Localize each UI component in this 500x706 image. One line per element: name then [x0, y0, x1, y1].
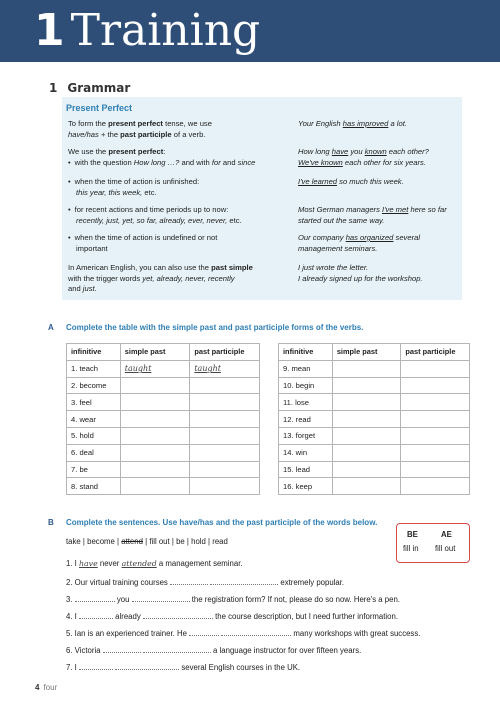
be-value: fill in	[403, 544, 419, 553]
past-participle-cell[interactable]	[401, 427, 470, 444]
text: 4. I	[66, 612, 80, 621]
past-participle-cell[interactable]	[190, 427, 260, 444]
past-participle-cell[interactable]	[190, 478, 260, 495]
text: the registration form? If not, please do so now. Here's a pen.	[189, 595, 400, 604]
text: etc.	[227, 215, 242, 225]
sentence-3	[66, 594, 400, 604]
text: when the time of action is unfinished:	[74, 177, 200, 186]
simple-past-cell[interactable]	[120, 461, 190, 478]
page-word: four	[43, 683, 58, 692]
infinitive-cell: 13. forget	[279, 427, 333, 444]
example-2	[298, 147, 468, 168]
past-participle-cell[interactable]	[190, 411, 260, 428]
infinitive-cell: 4. wear	[67, 411, 121, 428]
past-participle-cell[interactable]	[190, 461, 260, 478]
be-ae-note	[396, 523, 470, 563]
text: management seminars.	[298, 243, 378, 253]
bullet-item	[68, 205, 228, 214]
word-box	[66, 537, 228, 546]
text: and with	[179, 157, 212, 167]
text: Our company	[298, 233, 346, 242]
sentence-7	[66, 662, 300, 672]
text: several	[393, 233, 421, 242]
handwritten-answer: have	[79, 559, 98, 568]
chapter-name: Training	[70, 5, 261, 56]
column-header: simple past	[332, 344, 401, 361]
text-italic: for	[211, 157, 221, 167]
table-row	[279, 461, 470, 478]
word: read	[212, 537, 228, 546]
text: 6. Victoria	[66, 646, 103, 655]
infinitive-cell: 11. lose	[279, 394, 333, 411]
text: each other for six years.	[342, 157, 426, 167]
task-letter: A	[48, 323, 54, 332]
table-row	[67, 411, 260, 428]
text-italic: yet, already, never, recently	[142, 273, 235, 283]
text: etc.	[142, 187, 157, 197]
text-bold: past simple	[211, 263, 253, 272]
verb-table-right	[278, 343, 470, 495]
text: To form the	[68, 119, 109, 128]
ae-value: fill out	[435, 544, 456, 553]
simple-past-cell[interactable]	[332, 394, 401, 411]
answer-blank[interactable]	[170, 577, 208, 585]
section-number: 1	[49, 81, 58, 95]
infinitive-cell: 3. feel	[67, 394, 121, 411]
text-italic: just	[82, 284, 95, 293]
handwritten-answer: taught	[124, 364, 152, 374]
column-header: infinitive	[279, 344, 333, 361]
verb-table-left	[66, 343, 260, 495]
answer-blank[interactable]	[79, 662, 113, 670]
simple-past-cell[interactable]	[332, 360, 401, 377]
answer-blank[interactable]	[210, 577, 278, 585]
handwritten-answer: attended	[121, 559, 157, 568]
word: be	[176, 537, 185, 546]
word: take	[66, 537, 81, 546]
separator: |	[186, 537, 189, 546]
infinitive-cell: 8. stand	[67, 478, 121, 495]
text: already	[113, 612, 143, 621]
simple-past-cell[interactable]	[120, 377, 190, 394]
text-italic: How long …?	[133, 157, 180, 167]
table-row	[67, 394, 260, 411]
word-used: attend	[121, 537, 143, 546]
example-1	[298, 119, 468, 130]
text: with the question	[74, 157, 134, 167]
simple-past-cell[interactable]	[120, 478, 190, 495]
past-participle-cell[interactable]	[401, 377, 470, 394]
text: the course description, but I need further information.	[212, 612, 398, 621]
column-header: simple past	[120, 344, 190, 361]
separator: |	[117, 537, 120, 546]
answer-blank[interactable]	[75, 594, 115, 602]
simple-past-cell[interactable]	[332, 411, 401, 428]
sentence-2	[66, 577, 344, 587]
text: for recent actions and time periods up to now:	[74, 205, 229, 214]
table-row	[67, 478, 260, 495]
text: important	[76, 243, 108, 253]
table-row	[67, 444, 260, 461]
answer-blank[interactable]	[79, 611, 113, 619]
infinitive-cell: 7. be	[67, 461, 121, 478]
past-participle-cell[interactable]	[190, 360, 260, 377]
text: several English courses in the UK.	[179, 663, 301, 672]
grammar-box	[62, 97, 462, 300]
text: How long	[298, 147, 332, 156]
section-heading	[49, 81, 130, 95]
text: + the	[98, 129, 121, 139]
past-participle-cell[interactable]	[190, 394, 260, 411]
text-underlined: have	[331, 147, 349, 156]
simple-past-cell[interactable]	[332, 444, 401, 461]
text: tense, we use	[162, 119, 212, 128]
answer-blank[interactable]	[132, 594, 190, 602]
text-underlined: has improved	[342, 119, 389, 128]
infinitive-cell: 14. win	[279, 444, 333, 461]
infinitive-cell: 12. read	[279, 411, 333, 428]
answer-blank[interactable]	[103, 645, 141, 653]
text-italic: recently, just, yet, so far, already, ever, never,	[76, 215, 228, 225]
table-header-row	[67, 344, 260, 361]
simple-past-cell[interactable]	[332, 377, 401, 394]
column-header: past participle	[190, 344, 260, 361]
answer-blank[interactable]	[143, 611, 213, 619]
text: started out the same way.	[298, 215, 385, 225]
text: a language instructor for over fifteen years.	[210, 646, 362, 655]
simple-past-cell[interactable]	[120, 444, 190, 461]
ae-label: AE	[441, 530, 452, 539]
table-header-row	[279, 344, 470, 361]
past-participle-cell[interactable]	[401, 411, 470, 428]
separator: |	[82, 537, 85, 546]
chapter-number: 1	[34, 5, 65, 56]
text: 7. I	[66, 663, 80, 672]
text-italic: this year, this week,	[76, 187, 143, 197]
task-text: Complete the sentences. Use have/has and the past participle of the words below.	[66, 518, 378, 527]
sentence-1	[66, 559, 243, 568]
text: a lot.	[388, 119, 407, 128]
text: :	[163, 147, 166, 156]
sentence-6	[66, 645, 361, 655]
text: In American English, you can also use the	[68, 263, 212, 272]
answer-blank[interactable]	[143, 645, 211, 653]
text: with the trigger words	[68, 273, 143, 283]
text: so much this week.	[337, 177, 404, 186]
column-header: infinitive	[67, 344, 121, 361]
past-participle-cell[interactable]	[401, 394, 470, 411]
text: never	[97, 559, 122, 568]
past-participle-cell[interactable]	[401, 461, 470, 478]
word: fill out	[149, 537, 170, 546]
example-4	[298, 205, 468, 226]
text: I already signed up for the workshop.	[298, 273, 423, 283]
table-row	[67, 427, 260, 444]
table-row	[279, 444, 470, 461]
answer-blank[interactable]	[115, 662, 179, 670]
bullet-item	[68, 177, 199, 186]
sentence-5	[66, 628, 420, 638]
text: .	[94, 284, 97, 293]
bullet-item	[68, 233, 217, 242]
text: when the time of action is undefined or not	[74, 233, 218, 242]
infinitive-cell: 2. become	[67, 377, 121, 394]
task-b-instruction	[48, 518, 377, 527]
word: become	[87, 537, 115, 546]
text: a management seminar.	[156, 559, 243, 568]
be-label: BE	[407, 530, 418, 539]
text: you	[348, 147, 365, 156]
separator: |	[171, 537, 174, 546]
simple-past-cell[interactable]	[120, 411, 190, 428]
simple-past-cell[interactable]	[332, 461, 401, 478]
bullet-unfinished	[68, 177, 296, 198]
text: I just wrote the letter.	[298, 263, 369, 272]
text-underlined: I've met	[381, 205, 409, 214]
bullet-item	[68, 158, 255, 167]
text: each other?	[386, 147, 429, 156]
table-row	[67, 461, 260, 478]
infinitive-cell: 9. mean	[279, 360, 333, 377]
sentence-4	[66, 611, 398, 621]
past-participle-cell[interactable]	[401, 360, 470, 377]
text-underlined: We've known	[298, 157, 343, 167]
bullet-undefined	[68, 233, 296, 254]
text: We use the	[68, 147, 109, 156]
grammar-rule-usage	[68, 147, 296, 168]
separator: |	[208, 537, 211, 546]
text: extremely popular.	[278, 578, 345, 587]
answer-blank[interactable]	[189, 628, 219, 636]
text: Most German managers	[298, 205, 382, 214]
word: hold	[191, 537, 206, 546]
simple-past-cell[interactable]	[332, 427, 401, 444]
table-row	[279, 377, 470, 394]
table-row	[67, 360, 260, 377]
past-participle-cell[interactable]	[401, 478, 470, 495]
text-underlined: has organized	[345, 233, 394, 242]
grammar-rule-form	[68, 119, 296, 140]
text-underlined: I've learned	[298, 177, 338, 186]
text-bold: present perfect	[108, 119, 163, 128]
table-row	[279, 394, 470, 411]
simple-past-cell[interactable]	[120, 427, 190, 444]
table-row	[67, 377, 260, 394]
text: 1. I	[66, 559, 80, 568]
infinitive-cell: 6. deal	[67, 444, 121, 461]
answer-blank[interactable]	[221, 628, 291, 636]
page-number: 4	[35, 683, 40, 692]
past-participle-cell[interactable]	[190, 377, 260, 394]
past-participle-cell[interactable]	[401, 444, 470, 461]
text: and	[68, 284, 83, 293]
text: here so far	[408, 205, 447, 214]
text-underlined: known	[364, 147, 387, 156]
text: of a verb.	[171, 129, 206, 139]
chapter-title	[34, 4, 260, 58]
chapter-header	[0, 0, 500, 62]
text-bold: present perfect	[108, 147, 164, 156]
separator: |	[145, 537, 148, 546]
past-participle-cell[interactable]	[190, 444, 260, 461]
example-6	[298, 263, 468, 284]
text: 3.	[66, 595, 75, 604]
text-bold: past participle	[120, 129, 172, 139]
infinitive-cell: 1. teach	[67, 360, 121, 377]
table-row	[279, 411, 470, 428]
table-row	[279, 478, 470, 495]
infinitive-cell: 16. keep	[279, 478, 333, 495]
table-row	[279, 427, 470, 444]
task-letter: B	[48, 518, 54, 527]
text: many workshops with great success.	[291, 629, 421, 638]
simple-past-cell[interactable]	[120, 360, 190, 377]
task-text: Complete the table with the simple past and past participle forms of the verbs.	[66, 323, 364, 332]
infinitive-cell: 15. lead	[279, 461, 333, 478]
section-title: Grammar	[67, 81, 131, 95]
example-5	[298, 233, 468, 254]
text: and	[220, 157, 238, 167]
task-a-instruction	[48, 323, 363, 332]
table-row	[279, 360, 470, 377]
simple-past-cell[interactable]	[120, 394, 190, 411]
simple-past-cell[interactable]	[332, 478, 401, 495]
column-header: past participle	[401, 344, 470, 361]
grammar-title: Present Perfect	[66, 103, 133, 113]
infinitive-cell: 10. begin	[279, 377, 333, 394]
text: 5. Ian is an experienced trainer. He	[66, 629, 190, 638]
american-english-note	[68, 263, 296, 295]
text: 2. Our virtual training courses	[66, 578, 171, 587]
page-footer	[35, 683, 57, 692]
handwritten-answer: taught	[194, 364, 221, 374]
text: Your English	[298, 119, 343, 128]
text-italic: have/has	[68, 129, 99, 139]
bullet-recent	[68, 205, 296, 226]
infinitive-cell: 5. hold	[67, 427, 121, 444]
text: you	[114, 595, 132, 604]
text-italic: since	[237, 157, 256, 167]
example-3	[298, 177, 468, 188]
